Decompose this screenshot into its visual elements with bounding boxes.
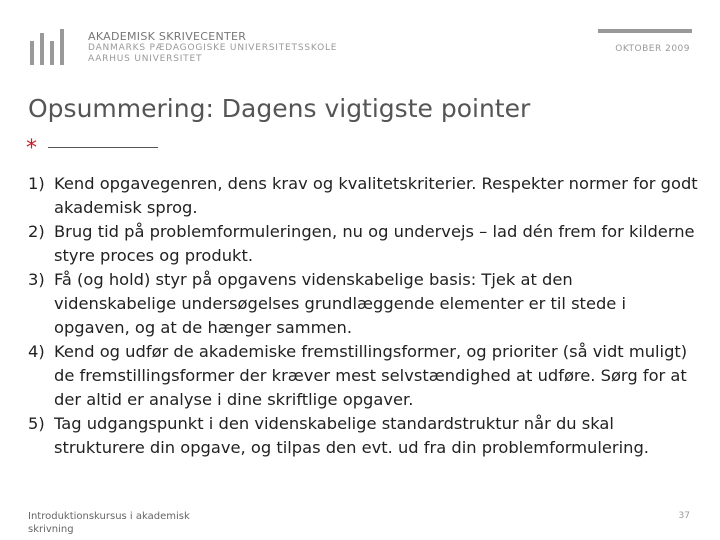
list-item — [28, 220, 698, 268]
header-date: OKTOBER 2009 — [615, 44, 690, 54]
list-item — [28, 340, 698, 412]
summary-list — [28, 172, 698, 460]
footer-line: Introduktionskursus i akademisk — [28, 511, 190, 522]
asterisk-icon: * — [26, 136, 37, 161]
list-item-text: Kend og udfør de akademiske fremstillingsformer, og prioriter (så vidt muligt) de fremstillingsformer der kræver mest selvstændighed at udføre. Sørg for at der altid er analyse i dine skriftlige opgaver. — [54, 342, 688, 409]
list-item — [28, 412, 698, 460]
org-school: DANMARKS PÆDAGOGISKE UNIVERSITETSSKOLE — [88, 43, 338, 53]
title-divider — [48, 147, 158, 148]
university-logo-icon — [28, 27, 68, 67]
list-item-number: 1) — [28, 174, 45, 193]
list-item — [28, 268, 698, 340]
list-item-text: Kend opgavegenren, dens krav og kvalitetskriterier. Respekter normer for godt akademisk sprog. — [54, 174, 698, 217]
org-university: AARHUS UNIVERSITET — [88, 54, 203, 64]
list-item-text: Brug tid på problemformuleringen, nu og undervejs – lad dén frem for kilderne styre proces og produkt. — [54, 222, 695, 265]
list-item-text: Tag udgangspunkt i den videnskabelige standardstruktur når du skal strukturere din opgave, og tilpas den evt. ud fra din problemformulering. — [54, 414, 649, 457]
org-name: AKADEMISK SKRIVECENTER — [88, 30, 247, 43]
slide-title: Opsummering: Dagens vigtigste pointer — [28, 94, 531, 123]
list-item-text: Få (og hold) styr på opgavens videnskabelige basis: Tjek at den videnskabelige undersøgelses grundlæggende elementer er til stede i opgaven, og at de hænger sammen. — [54, 270, 627, 337]
header-bar — [598, 29, 692, 33]
list-item-number: 4) — [28, 342, 45, 361]
list-item — [28, 172, 698, 220]
organization-header — [88, 30, 337, 65]
footer-line: skrivning — [28, 524, 74, 535]
list-item-number: 5) — [28, 414, 45, 433]
list-item-number: 3) — [28, 270, 45, 289]
footer-course — [28, 510, 190, 536]
list-item-number: 2) — [28, 222, 45, 241]
page-number: 37 — [678, 511, 690, 521]
